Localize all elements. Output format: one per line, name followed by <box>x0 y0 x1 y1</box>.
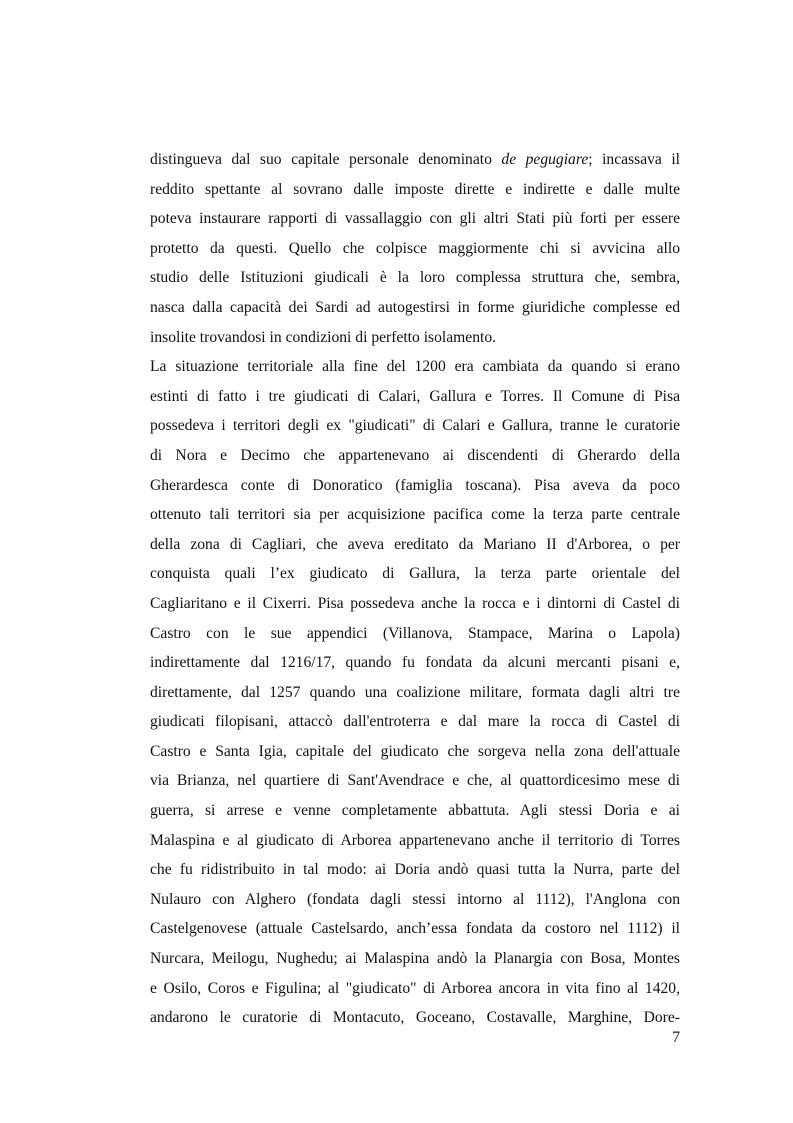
text-segment: possedeva i territori degli ex "giudicati" di Calari e Gallura, tranne le curatorie <box>150 417 680 435</box>
text-line <box>150 323 680 353</box>
text-segment: protetto da questi. Quello che colpisce maggiormente chi si avvicina allo <box>150 239 680 257</box>
text-line <box>150 737 680 767</box>
text-segment: andarono le curatorie di Montacuto, Goceano, Costavalle, Marghine, Dore- <box>150 1009 680 1027</box>
text-segment: della zona di Cagliari, che aveva ereditato da Mariano II d'Arborea, o per <box>150 535 680 553</box>
text-line <box>150 885 680 915</box>
text-line <box>150 589 680 619</box>
text-line <box>150 471 680 501</box>
text-line <box>150 500 680 530</box>
text-segment: poteva instaurare rapporti di vassallaggio con gli altri Stati più forti per essere <box>150 210 680 228</box>
text-segment: giudicati filopisani, attaccò dall'entroterra e dal mare la rocca di Castel di <box>150 713 680 731</box>
text-segment: ; incassava il <box>588 151 680 168</box>
text-segment: Nulauro con Alghero (fondata dagli stessi intorno al 1112), l'Anglona con <box>150 890 680 908</box>
text-line <box>150 914 680 944</box>
text-segment: distingueva dal suo capitale personale denominato <box>150 151 502 168</box>
italic-term: de pegugiare <box>501 151 589 168</box>
text-segment: che fu ridistribuito in tal modo: ai Doria andò quasi tutta la Nurra, parte del <box>150 861 680 879</box>
text-line <box>150 234 680 264</box>
text-segment: Castelgenovese (attuale Castelsardo, anch’essa fondata da costoro nel 1112) il <box>150 920 680 938</box>
body-text <box>150 145 680 1033</box>
text-line <box>150 175 680 205</box>
text-line <box>150 411 680 441</box>
text-segment: reddito spettante al sovrano dalle imposte dirette e indirette e dalle multe <box>150 180 680 198</box>
text-line <box>150 530 680 560</box>
text-segment: La situazione territoriale alla fine del 1200 era cambiata da quando si erano <box>150 358 680 376</box>
text-line <box>150 145 680 175</box>
text-line <box>150 766 680 796</box>
text-segment: Cagliaritano e il Cixerri. Pisa possedeva anche la rocca e i dintorni di Castel di <box>150 594 680 612</box>
text-line <box>150 826 680 856</box>
text-line <box>150 855 680 885</box>
text-line <box>150 382 680 412</box>
text-line <box>150 796 680 826</box>
text-line <box>150 559 680 589</box>
text-segment: via Brianza, nel quartiere di Sant'Avendrace e che, al quattordicesimo mese di <box>150 772 680 790</box>
text-line <box>150 352 680 382</box>
text-segment: direttamente, dal 1257 quando una coalizione militare, formata dagli altri tre <box>150 683 680 701</box>
text-segment: insolite trovandosi in condizioni di perfetto isolamento. <box>150 328 497 346</box>
text-segment: indirettamente dal 1216/17, quando fu fondata da alcuni mercanti pisani e, <box>150 654 680 672</box>
text-segment: conquista quali l’ex giudicato di Gallura, la terza parte orientale del <box>150 565 680 583</box>
text-segment: estinti di fatto i tre giudicati di Calari, Gallura e Torres. Il Comune di Pisa <box>150 387 680 405</box>
text-line <box>150 441 680 471</box>
text-line <box>150 648 680 678</box>
text-segment: di Nora e Decimo che appartenevano ai discendenti di Gherardo della <box>150 446 680 464</box>
text-segment: studio delle Istituzioni giudicali è la loro complessa struttura che, sembra, <box>150 269 680 287</box>
text-segment: Nurcara, Meilogu, Nughedu; ai Malaspina andò la Planargia con Bosa, Montes <box>150 950 680 968</box>
text-segment: Castro con le sue appendici (Villanova, Stampace, Marina o Lapola) <box>150 624 680 642</box>
text-line <box>150 263 680 293</box>
text-line <box>150 707 680 737</box>
text-segment: Castro e Santa Igia, capitale del giudicato che sorgeva nella zona dell'attuale <box>150 742 680 760</box>
text-line <box>150 944 680 974</box>
text-segment: Malaspina e al giudicato di Arborea appartenevano anche il territorio di Torres <box>150 831 680 849</box>
text-line <box>150 619 680 649</box>
text-segment: nasca dalla capacità dei Sardi ad autogestirsi in forme giuridiche complesse ed <box>150 298 680 316</box>
text-segment: Gherardesca conte di Donoratico (famiglia toscana). Pisa aveva da poco <box>150 476 680 494</box>
text-segment: ottenuto tali territori sia per acquisizione pacifica come la terza parte centrale <box>150 506 680 524</box>
text-line <box>150 204 680 234</box>
text-line <box>150 974 680 1004</box>
page-number: 7 <box>672 1029 680 1046</box>
text-line <box>150 678 680 708</box>
text-line <box>150 1003 680 1033</box>
text-line <box>150 293 680 323</box>
text-segment: guerra, si arrese e venne completamente abbattuta. Agli stessi Doria e ai <box>150 802 680 820</box>
text-segment: e Osilo, Coros e Figulina; al "giudicato" di Arborea ancora in vita fino al 1420, <box>150 979 680 997</box>
